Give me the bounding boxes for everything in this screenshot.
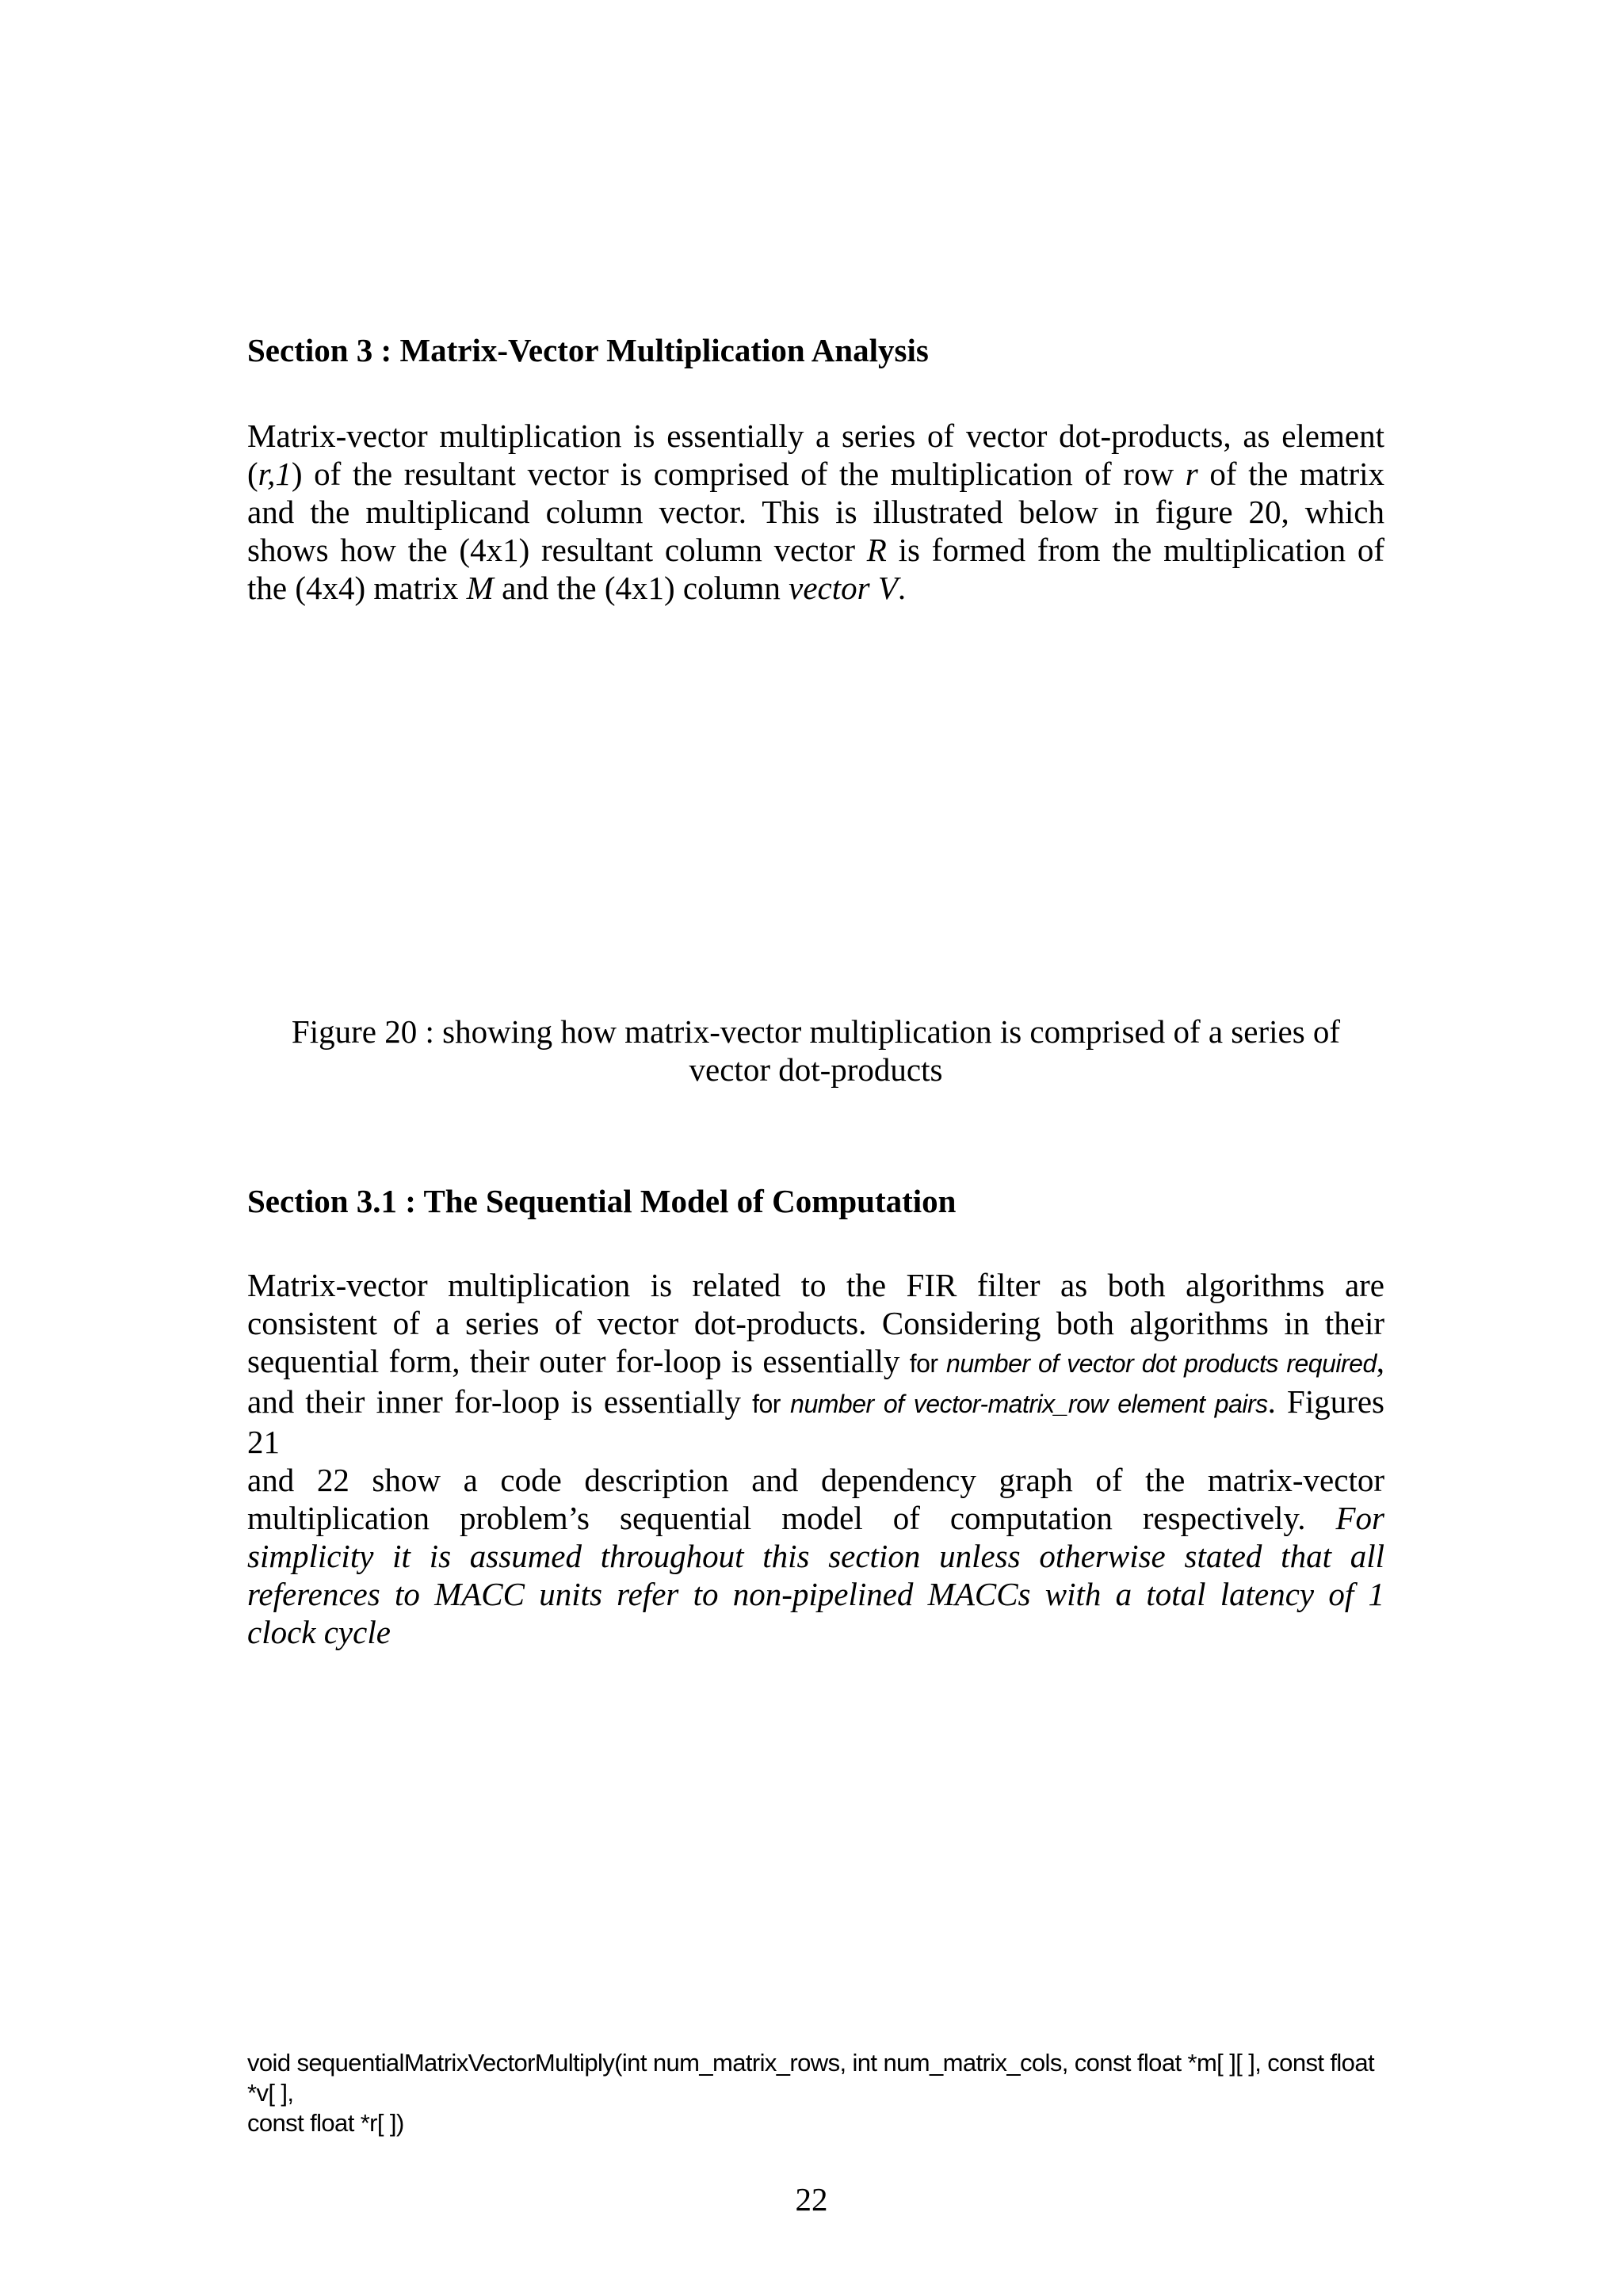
paragraph-line: multiplication problem’s sequential model of computation respectively. For <box>247 1500 1384 1536</box>
paragraph-line: and 22 show a code description and dependency graph of the matrix-vector <box>247 1462 1384 1498</box>
page-number: 22 <box>795 2181 828 2218</box>
section-3-paragraph <box>247 417 1384 607</box>
paragraph-line: the (4x4) matrix M and the (4x1) column vector V. <box>247 570 907 606</box>
paragraph-line: Matrix-vector multiplication is related to the FIR filter as both algorithms are <box>247 1267 1384 1303</box>
paragraph-line: clock cycle <box>247 1614 391 1650</box>
figure-21-area <box>247 1632 1384 2044</box>
figure-20-caption <box>247 1013 1384 1089</box>
section-3-heading: Section 3 : Matrix-Vector Multiplication Analysis <box>247 332 929 368</box>
caption-line: Figure 20 : showing how matrix-vector multiplication is comprised of a series of <box>291 1013 1341 1050</box>
paragraph-line: sequential form, their outer for-loop is essentially for number of vector dot products required, <box>247 1343 1385 1379</box>
paragraph-line: references to MACC units refer to non-pipelined MACCs with a total latency of 1 <box>247 1576 1384 1612</box>
caption-line: vector dot-products <box>689 1051 943 1088</box>
paragraph-line: simplicity it is assumed throughout this section unless otherwise stated that all <box>247 1538 1384 1574</box>
section-3-1-heading: Section 3.1 : The Sequential Model of Computation <box>247 1183 957 1219</box>
paragraph-line: and their inner for-loop is essentially for number of vector-matrix_row element pairs. Figures 21 <box>247 1383 1385 1460</box>
code-line: void sequentialMatrixVectorMultiply(int num_matrix_rows, int num_matrix_cols, const float *m[ ][ ], const float *v[ ], <box>247 2049 1374 2107</box>
paragraph-line: (r,1) of the resultant vector is comprised of the multiplication of row r of the matrix <box>247 456 1384 492</box>
section-3-1-paragraph <box>247 1266 1384 1651</box>
code-line: const float *r[ ]) <box>247 2109 404 2137</box>
paragraph-line: consistent of a series of vector dot-products. Considering both algorithms in their <box>247 1305 1384 1341</box>
paragraph-line: shows how the (4x1) resultant column vector R is formed from the multiplication of <box>247 532 1384 568</box>
code-snippet <box>247 2048 1404 2138</box>
paragraph-line: and the multiplicand column vector. This is illustrated below in figure 20, which <box>247 494 1384 530</box>
figure-20-area <box>247 634 1384 990</box>
paragraph-line: Matrix-vector multiplication is essentially a series of vector dot-products, as element <box>247 418 1384 454</box>
